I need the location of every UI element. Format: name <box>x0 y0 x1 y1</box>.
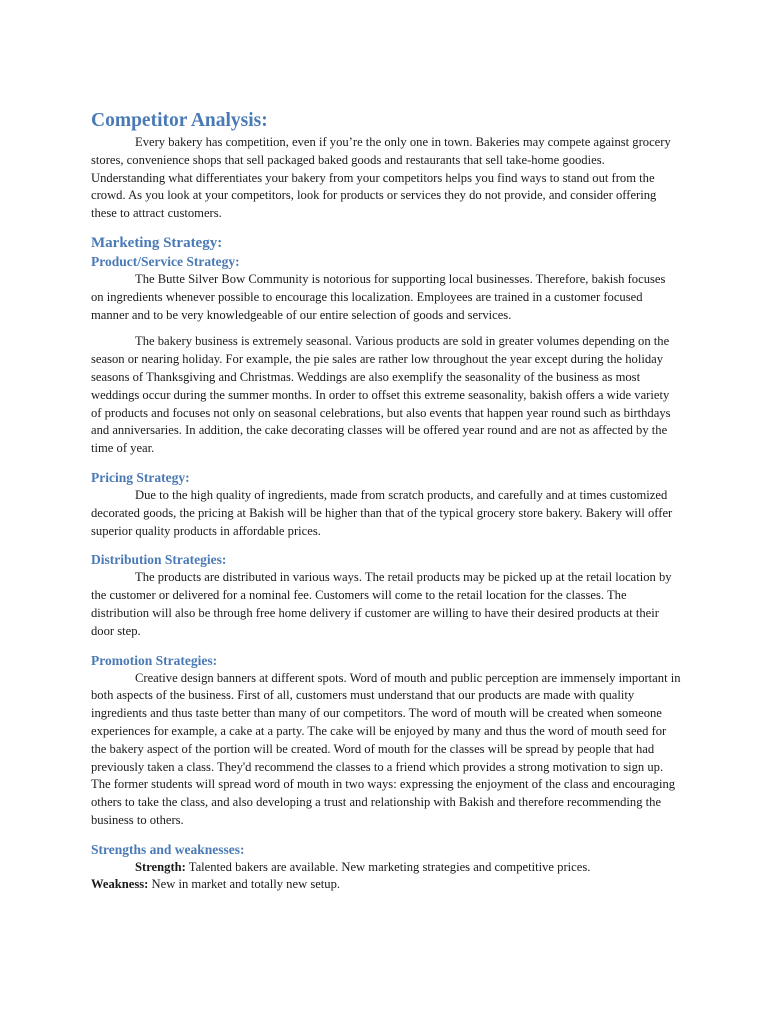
promotion-strategies-heading: Promotion Strategies: <box>91 652 218 668</box>
product-strategy-paragraph-2: The bakery business is extremely seasonal. Various products are sold in greater volumes depending on the season or nearing holiday. For example, the pie sales are rather low throughout the year except during the holiday seasons of Thanksgiving and Christmas. Weddings are also exemplify the seasonality of the business as most weddings occur during the summer months. In order to offset this extreme seasonality, bakish offers a wide variety of products and focuses not only on seasonal celebrations, but also events that happen year round such as birthdays and anniversaries. In addition, the cake decorating classes will be offered year round and are not as affected by the time of year. <box>91 334 671 456</box>
pricing-strategy-heading: Pricing Strategy: <box>91 469 190 485</box>
pricing-strategy-paragraph: Due to the high quality of ingredients, made from scratch products, and carefully and at times customized decorated goods, the pricing at Bakish will be higher than that of the typical grocery store bakery. Bakery will offer superior quality products in affordable prices. <box>91 487 673 538</box>
competitor-analysis-heading: Competitor Analysis: <box>91 110 268 131</box>
distribution-strategies-heading: Distribution Strategies: <box>91 552 227 568</box>
weakness-text: New in market and totally new setup. <box>148 876 341 891</box>
competitor-analysis-paragraph: Every bakery has competition, even if you’re the only one in town. Bakeries may compete against grocery stores, convenience shops that sell packaged baked goods and restaurants that sell take-home goodies. Understanding what differentiates your bakery from your competitors helps you find ways to stand out from the crowd. As you look at your competitors, look for products or services they do not provide, and consider offering these to attract customers. <box>91 135 671 221</box>
strength-line <box>91 859 681 876</box>
weakness-label: Weakness: <box>91 876 149 891</box>
distribution-strategies-paragraph: The products are distributed in various ways. The retail products may be picked up at the retail location by the customer or delivered for a nominal fee. Customers will come to the retail location for the classes. The distribution will also be through free home delivery if customer are willing to have their desired products at their door step. <box>91 570 672 638</box>
strengths-weaknesses-heading: Strengths and weaknesses: <box>91 841 245 857</box>
marketing-strategy-heading: Marketing Strategy: <box>91 234 223 251</box>
product-strategy-heading: Product/Service Strategy: <box>91 253 240 269</box>
document-page <box>91 108 681 893</box>
strength-text: Talented bakers are available. New marketing strategies and competitive prices. <box>185 859 591 874</box>
strength-label: Strength: <box>135 859 186 874</box>
promotion-strategies-paragraph: Creative design banners at different spots. Word of mouth and public perception are immensely important in both aspects of the business. First of all, customers must understand that our products are made with quality ingredients and thus taste better than many of our competitors. The word of mouth will be created when someone experiences for example, a cake at a party. The cake will be enjoyed by many and thus the word of mouth seed for the bakery aspect of the portion will be created. Word of mouth for the classes will be spread by people that had previously taken a class. They'd recommend the classes to a friend which provides a strong motivation to sign up. The former students will spread word of mouth in two ways: expressing the enjoyment of the class and encouraging others to take the class, and also developing a trust and relationship with Bakish and therefore recommending the business to others. <box>91 670 681 827</box>
product-strategy-paragraph-1: The Butte Silver Bow Community is notorious for supporting local businesses. Therefore, bakish focuses on ingredients whenever possible to encourage this localization. Employees are trained in a customer focused manner and to be very knowledgeable of our entire selection of goods and services. <box>91 271 666 322</box>
weakness-line <box>91 876 681 893</box>
